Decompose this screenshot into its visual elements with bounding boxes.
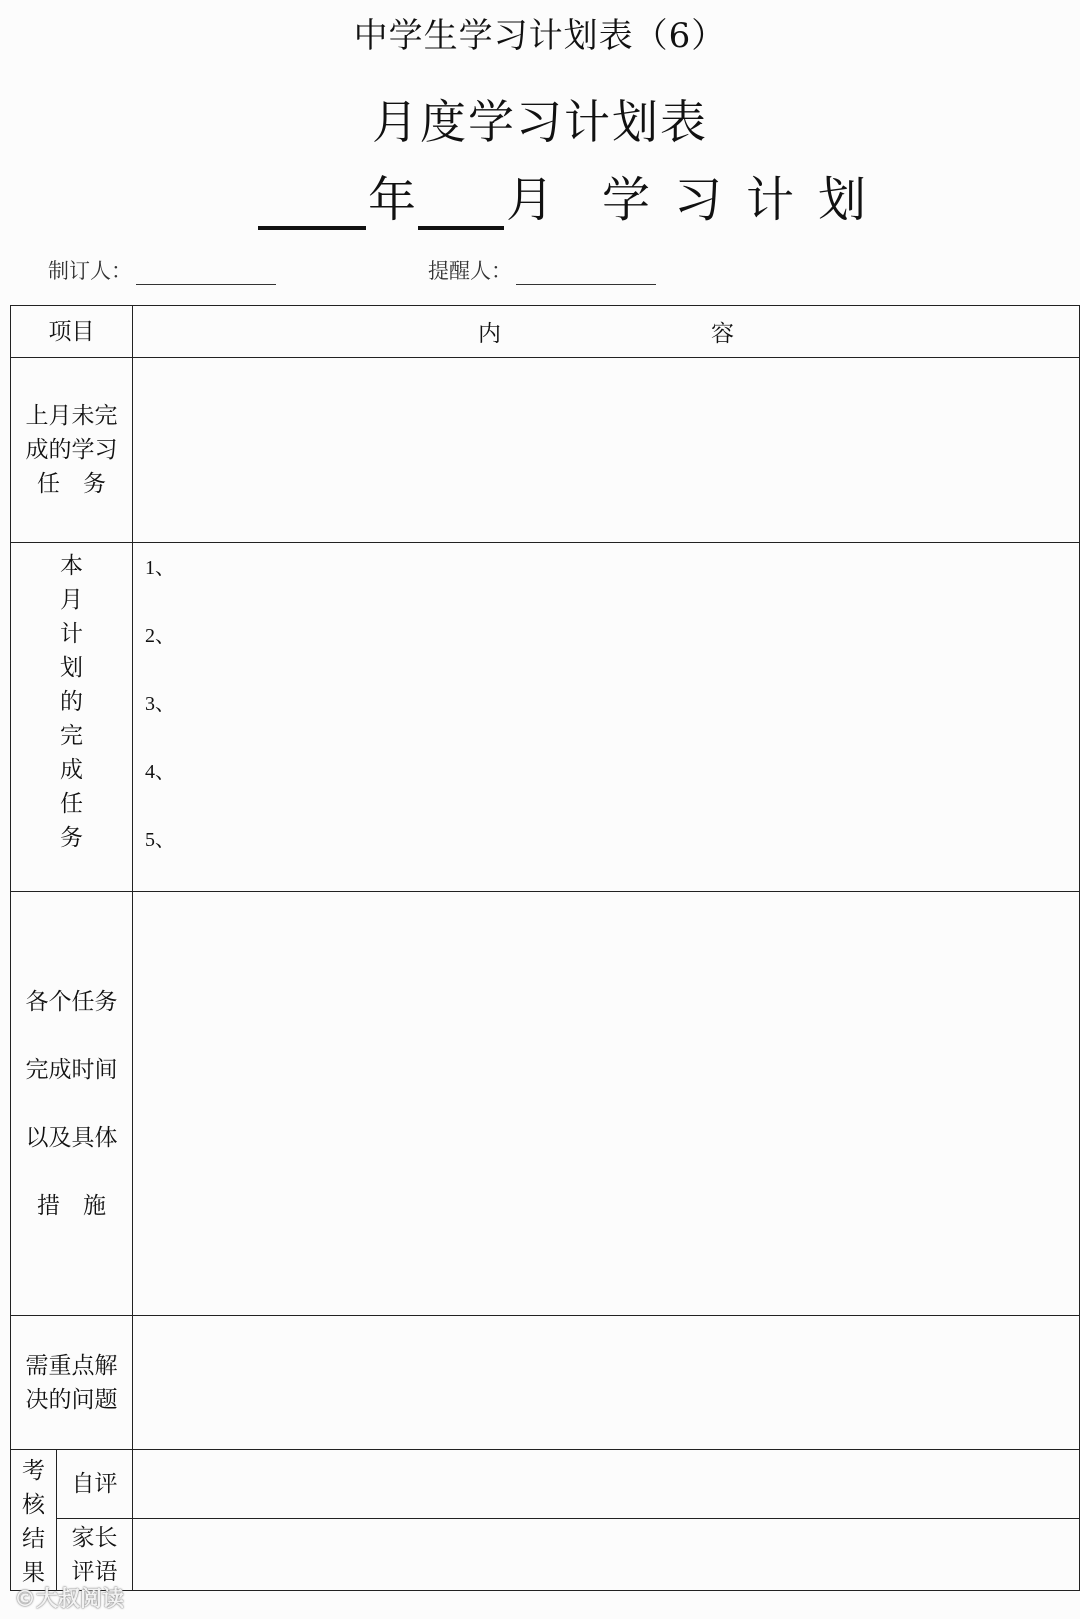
label-line: 评语	[71, 1558, 118, 1585]
task-number: 3、	[145, 693, 175, 715]
label-time	[11, 892, 133, 1316]
label-char: 果	[22, 1560, 45, 1586]
month-label: 月	[506, 172, 555, 228]
row-time	[11, 892, 1080, 1316]
label-char: 计	[60, 621, 83, 647]
content-last-month[interactable]	[133, 358, 1080, 543]
reminder-field	[428, 255, 656, 285]
label-char: 成	[60, 757, 83, 783]
header-content-1: 内	[478, 321, 501, 347]
label-line: 措 施	[37, 1192, 106, 1219]
date-title	[258, 170, 890, 230]
plan-label: 学习计划	[602, 172, 891, 228]
maker-label: 制订人：	[48, 259, 132, 283]
label-line: 上月未完	[25, 403, 118, 429]
label-line: 需重点解	[25, 1352, 118, 1379]
label-char: 核	[22, 1492, 45, 1518]
label-eval	[11, 1450, 57, 1591]
watermark: ©大叔阅读	[14, 1587, 125, 1612]
series-title: 中学生学习计划表（6）	[353, 16, 727, 56]
label-line: 决的问题	[25, 1386, 118, 1413]
label-char: 结	[22, 1526, 45, 1552]
task-number: 5、	[145, 829, 175, 851]
label-char: 考	[22, 1458, 45, 1484]
content-eval-self[interactable]	[133, 1450, 1080, 1519]
row-last-month	[11, 358, 1080, 543]
year-label: 年	[368, 172, 417, 228]
content-problems[interactable]	[133, 1316, 1080, 1450]
label-char: 本	[60, 553, 83, 579]
header-item: 项目	[11, 306, 133, 358]
label-last-month	[11, 358, 133, 543]
row-eval-self	[11, 1450, 1080, 1519]
task-number: 2、	[145, 625, 175, 647]
row-problems	[11, 1316, 1080, 1450]
header-content-2: 容	[711, 321, 734, 347]
main-title: 月度学习计划表	[372, 95, 708, 149]
header-content	[133, 306, 1080, 358]
maker-blank[interactable]	[136, 262, 276, 285]
label-line: 家长	[71, 1524, 118, 1551]
label-problems	[11, 1316, 133, 1450]
label-eval-parent	[57, 1519, 133, 1591]
row-this-month	[11, 543, 1080, 892]
task-number: 1、	[145, 557, 175, 579]
label-char: 划	[60, 655, 83, 681]
label-char: 完	[60, 723, 83, 749]
label-char: 月	[60, 587, 83, 613]
label-this-month	[11, 543, 133, 892]
year-blank[interactable]	[258, 178, 366, 230]
reminder-label: 提醒人：	[428, 259, 512, 283]
label-char: 务	[60, 825, 83, 851]
label-line: 任 务	[37, 471, 106, 497]
month-blank[interactable]	[418, 178, 504, 230]
content-eval-parent[interactable]	[133, 1519, 1080, 1591]
label-line: 以及具体	[25, 1124, 118, 1151]
maker-field	[48, 255, 276, 285]
reminder-blank[interactable]	[516, 262, 656, 285]
label-line: 成的学习	[25, 437, 118, 463]
table-header-row	[11, 306, 1080, 358]
content-time[interactable]	[133, 892, 1080, 1316]
row-eval-parent	[11, 1519, 1080, 1591]
content-this-month[interactable]	[133, 543, 1080, 892]
task-number: 4、	[145, 761, 175, 783]
label-eval-self: 自评	[57, 1450, 133, 1519]
label-line: 完成时间	[25, 1056, 118, 1083]
label-line: 各个任务	[25, 988, 118, 1015]
plan-table	[10, 305, 1080, 1591]
label-char: 任	[60, 791, 83, 817]
label-char: 的	[60, 689, 83, 715]
